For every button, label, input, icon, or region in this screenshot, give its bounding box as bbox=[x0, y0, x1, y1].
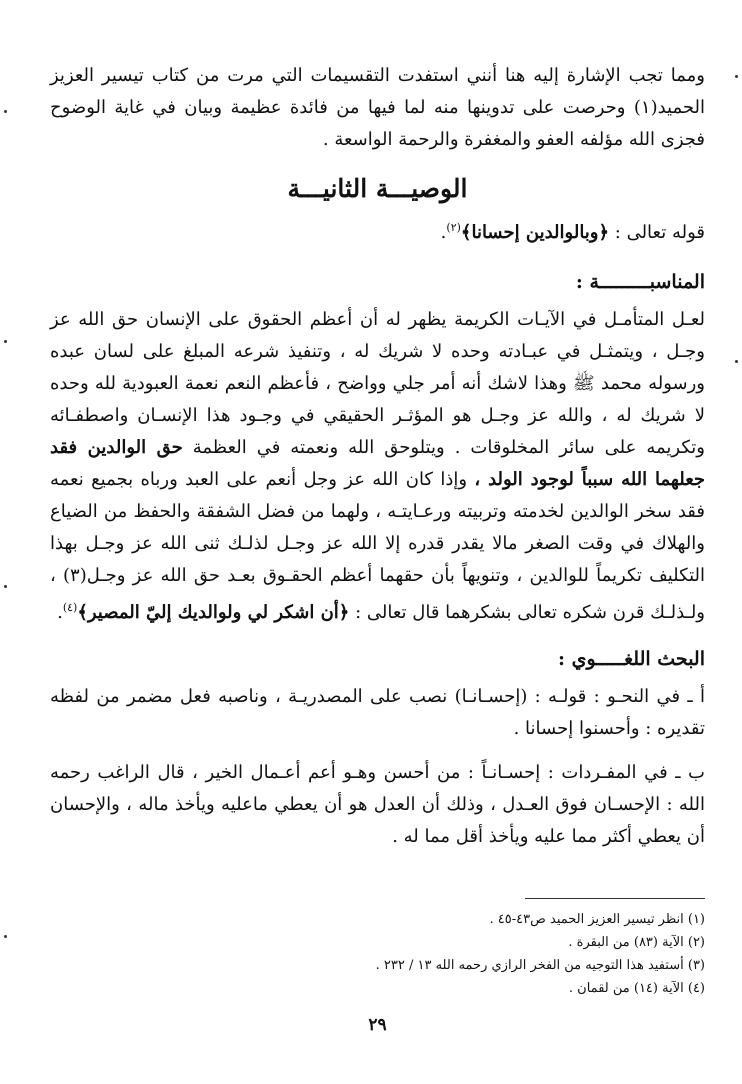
verse-prefix: قوله تعالى : bbox=[614, 222, 705, 243]
munasaba-verse-ref: (٤) bbox=[62, 601, 78, 614]
munasaba-verse-end: . bbox=[57, 602, 63, 623]
scan-speck bbox=[4, 935, 7, 938]
footnote-item: (١) انظر تيسير العزيز الحميد ص٤٣-٤٥ . bbox=[489, 912, 705, 927]
section-title: الوصيـــة الثانيـــة bbox=[287, 174, 468, 203]
lughawi-item-b: ب ـ في المفـردات : إحسـانـاً : من أحسن وهـو أعم أعـمال الخير ، قال الراغب رحمه الله : الإحسـان فوق العـدل ، وذلك أن العدل هو أن يعطي ماعليه ويأخذ ماله ، والإحسان أن يعطي أكثر مما عليه ويأخذ أقل مما له . bbox=[50, 762, 705, 847]
lughawi-heading: البحث اللغـــــوي : bbox=[557, 648, 705, 670]
footnote-item: (٤) الآية (١٤) من لقمان . bbox=[568, 981, 705, 996]
munasaba-text-bold: حق الوالدين فقد جعلهما الله سبباً لوجود الولد ، bbox=[50, 437, 705, 490]
verse-line bbox=[50, 213, 705, 248]
scan-speck bbox=[4, 340, 7, 343]
intro-paragraph: ومما تجب الإشارة إليه هنا أنني استفدت التقسيمات التي مرت من كتاب تيسير العزيز الحميد(١) وحرصت على تدوينها منه لما فيها من فائدة عظيمة وبيان في غاية الوضوح فجزى الله مؤلفه العفو والمغفرة والرحمة الواسعة . bbox=[50, 65, 705, 150]
scan-speck bbox=[4, 110, 7, 113]
verse-suffix: . bbox=[440, 222, 447, 243]
munasaba-paragraph bbox=[50, 304, 705, 629]
footnote-separator bbox=[525, 898, 705, 899]
scan-speck bbox=[735, 360, 738, 363]
page-number: ٢٩ bbox=[368, 1015, 387, 1035]
munasaba-verse: ﴿أن اشكر لي ولوالديك إليّ المصير﴾ bbox=[77, 602, 350, 623]
munasaba-heading: المناسبـــــــــة : bbox=[575, 271, 705, 293]
verse-footnote-ref: (٢) bbox=[446, 221, 461, 234]
scan-speck bbox=[735, 75, 738, 78]
page-content bbox=[50, 60, 705, 1060]
footnote-item: (٢) الآية (٨٣) من البقرة . bbox=[568, 935, 705, 950]
munasaba-text-a: لعـل المتأمـل في الآيـات الكريمة يظهر له أن أعظم الحقوق على الإنسان حق الله عز وجـل ، ويتمثـل في عبـادته وحده لا شريك له ، وتنفيذ شرعه المبلغ على لسان عبده ورسوله محمد ﷺ وهذا لاشك أنه أمر جلي وواضح ، فأعظم النعم نعمة العبودية لله وحده لا شريك له ، والله عز وجـل هو المؤثـر الحقيقي في وجـود هذا الإنسـان واصطفـائه وتكريمه على سائر المخلوقات . ويتلوحق الله ونعمته في العظمة bbox=[50, 309, 705, 458]
munasaba-text-b: وإذا كان الله عز وجل أنعم على العبد ورباه بجميع نعمه فقد سخر الوالدين لخدمته وتربيته ورعـايتـه ، ولهما من فضل الشفقة والحفظ من الضياع والهلاك في وقت الصغر مالا يقدر قدره إلا الله عز وجـل لذلـك ثنى الله عز وجـل بهذا التكليف تكريماً للوالدين ، وتنويهاً بأن حقهما أعظم الحقـوق بعـد حق الله عز وجـل(٣) ، ولـذلـك قرن شكره تعالى بشكرهما قال تعالى : bbox=[50, 469, 705, 623]
verse-text: ﴿وبالوالدين إحسانا﴾ bbox=[460, 222, 610, 243]
footnotes bbox=[50, 908, 705, 1000]
lughawi-item-a: أ ـ في النحـو : قولـه : (إحسـانـا) نصب على المصدريـة ، وناصبه فعل مضمر من لفظه تقديره : وأحسنوا إحسانا . bbox=[50, 686, 705, 739]
scan-speck bbox=[4, 585, 7, 588]
footnote-item: (٣) أستفيد هذا التوجيه من الفخر الرازي رحمه الله ١٣ / ٢٣٢ . bbox=[375, 958, 705, 973]
